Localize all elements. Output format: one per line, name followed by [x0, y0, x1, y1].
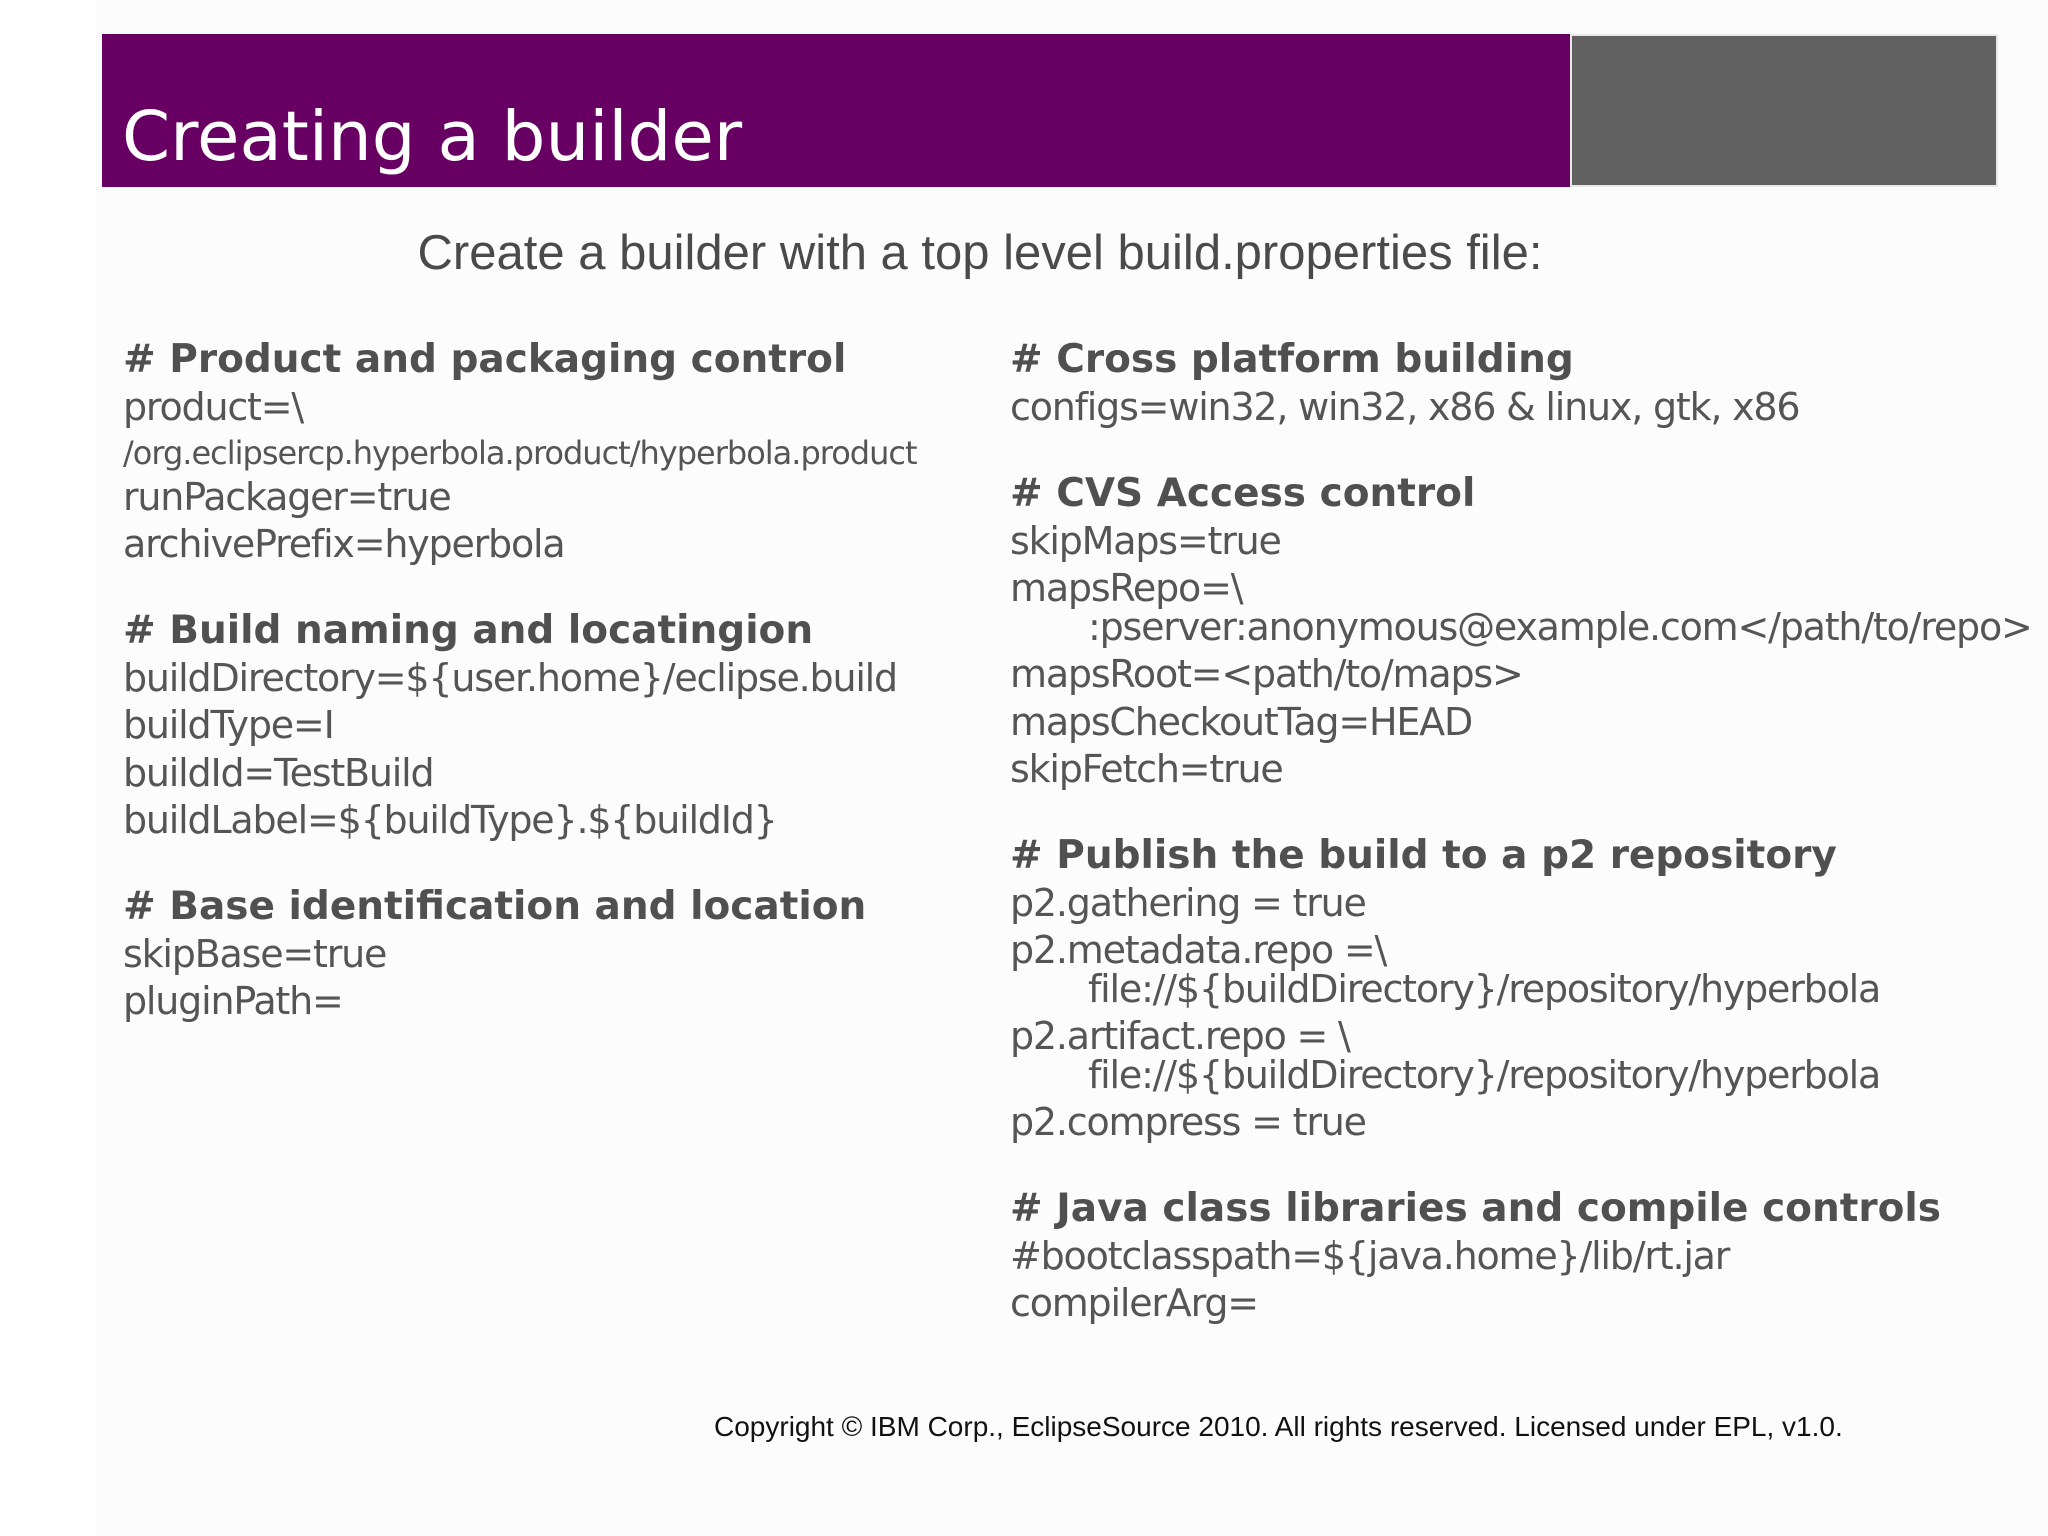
copyright-notice: Copyright © IBM Corp., EclipseSource 2010. All rights reserved. Licensed under EPL, v1.0.	[714, 1411, 1843, 1442]
property-line: buildType=I	[123, 703, 334, 747]
section-p2-publish	[1010, 832, 2032, 1147]
left-column	[123, 336, 917, 1064]
section-cross-platform	[1010, 336, 2032, 432]
property-line: runPackager=true	[123, 474, 451, 519]
property-line: buildDirectory=${user.home}/eclipse.build	[123, 655, 897, 700]
section-base-identification	[123, 883, 917, 1026]
right-column	[1010, 336, 2032, 1366]
property-line: buildId=TestBuild	[123, 750, 434, 795]
section-heading: # Build naming and locatingion	[123, 607, 814, 653]
property-line-continuation: file://${buildDirectory}/repository/hyperbola	[1088, 1052, 1881, 1097]
property-line: mapsRoot=<path/to/maps>	[1010, 652, 1523, 696]
property-line: pluginPath=	[123, 979, 343, 1023]
property-line: skipBase=true	[123, 931, 387, 976]
property-line: #bootclasspath=${java.home}/lib/rt.jar	[1010, 1233, 1730, 1278]
section-java-compile	[1010, 1185, 2032, 1328]
property-line: mapsCheckoutTag=HEAD	[1010, 699, 1473, 744]
title-bar-accent	[1570, 34, 1998, 187]
section-product-packaging	[123, 336, 917, 569]
property-line: compilerArg=	[1010, 1281, 1258, 1325]
section-build-naming	[123, 607, 917, 845]
property-line: p2.metadata.repo =\	[1010, 928, 1387, 972]
slide-subtitle: Create a builder with a top level build.properties file:	[417, 226, 1543, 280]
property-line: p2.gathering = true	[1010, 880, 1366, 925]
property-line: p2.compress = true	[1010, 1100, 1366, 1144]
property-line: configs=win32, win32, x86 & linux, gtk, x86	[1010, 385, 1800, 429]
property-line: skipFetch=true	[1010, 747, 1283, 791]
section-heading: # Base identification and location	[123, 883, 867, 929]
property-line: skipMaps=true	[1010, 518, 1281, 563]
section-heading: # Product and packaging control	[123, 337, 847, 382]
section-cvs-access	[1010, 470, 2032, 794]
section-heading: # Cross platform building	[1010, 337, 1574, 382]
property-line: p2.artifact.repo = \	[1010, 1014, 1350, 1058]
section-heading: # Publish the build to a p2 repository	[1010, 832, 1837, 878]
property-line: buildLabel=${buildType}.${buildId}	[123, 798, 777, 842]
page-title: Creating a builder	[122, 97, 743, 177]
property-line: mapsRepo=\	[1010, 566, 1243, 610]
property-line-continuation: file://${buildDirectory}/repository/hyperbola	[1088, 966, 1881, 1011]
property-line: product=\	[123, 385, 303, 429]
section-heading: # Java class libraries and compile controls	[1010, 1185, 1941, 1231]
section-heading: # CVS Access control	[1010, 470, 1476, 516]
property-line-continuation: :pserver:anonymous@example.com</path/to/repo>	[1088, 604, 2032, 649]
property-line: archivePrefix=hyperbola	[123, 522, 565, 566]
property-line: /org.eclipsercp.hyperbola.product/hyperbola.product	[123, 433, 917, 472]
